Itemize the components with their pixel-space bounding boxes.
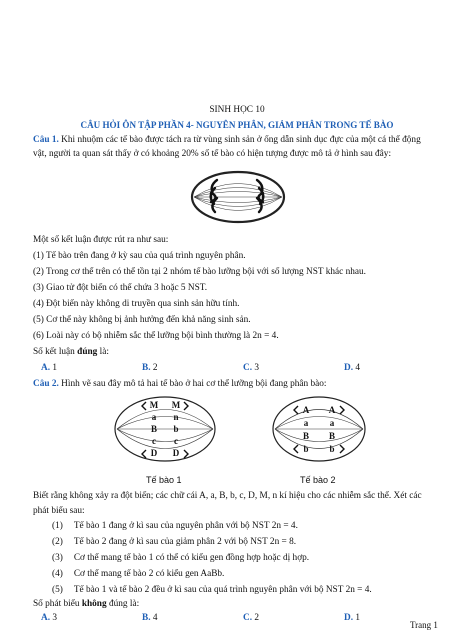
q2-label: Câu 2. — [33, 379, 59, 389]
cell1-chromosome: M — [171, 400, 181, 410]
q1-statement: (1) Tế bào trên đang ở kỳ sau của quá trình nguyên phân. — [33, 251, 246, 261]
q2-option-b[interactable]: B. 4 — [142, 613, 158, 623]
q1-cell-figure — [187, 166, 289, 228]
q1-option-a[interactable]: A. 1 — [41, 363, 58, 373]
cell1-chromosome: D — [150, 448, 158, 458]
q2-intro-line2: phát biểu sau: — [33, 506, 85, 516]
q2-option-c[interactable]: C. 2 — [243, 613, 260, 623]
q2-stem: Câu 2. Hình vẽ sau đây mô tả hai tế bào ở hai cơ thể lưỡng bội đang phân bào: — [33, 379, 327, 389]
q2-option-a[interactable]: A. 3 — [41, 613, 58, 623]
cell2-chromosome: B — [302, 431, 310, 441]
q1-statement: (5) Cơ thể này không bị ảnh hưởng đến khả năng sinh sản. — [33, 315, 251, 325]
cell1-caption: Tế bào 1 — [146, 475, 182, 485]
q1-statement: (3) Giao tử đột biến có thể chứa 3 hoặc 5 NST. — [33, 283, 208, 293]
cell1-chromosome: b — [173, 424, 179, 434]
cell1-chromosome: M — [149, 400, 159, 410]
cell2-chromosome: a — [303, 418, 309, 428]
q2-statement: (2) Tế bào 2 đang ở kì sau của giảm phân 2 với bộ NST 2n = 8. — [52, 537, 297, 547]
cell2-chromosome: b — [303, 444, 309, 454]
q1-statement: (4) Đột biến này không di truyền qua sinh sản hữu tính. — [33, 299, 240, 309]
subject-heading: SINH HỌC 10 — [209, 105, 265, 115]
cell2-caption: Tế bào 2 — [300, 475, 336, 485]
q1-statement: (2) Trong cơ thể trên có thể tồn tại 2 nhóm tế bào lưỡng bội với số lượng NST khác nhau. — [33, 267, 366, 277]
q2-ask: Số phát biểu không đúng là: — [33, 599, 140, 609]
q2-statement: (5) Tế bào 1 và tế bào 2 đều ở kì sau của quá trình nguyên phân với bộ NST 2n = 4. — [52, 585, 372, 595]
q1-option-b[interactable]: B. 2 — [142, 363, 158, 373]
q2-statement: (1) Tế bào 1 đang ở kì sau của nguyên phân với bộ NST 2n = 4. — [52, 521, 298, 531]
cell1-chromosome: a — [151, 412, 157, 422]
cell1-chromosome: D — [172, 448, 180, 458]
cell2-chromosome: A — [328, 405, 336, 415]
q2-statement: (4) Cơ thể mang tế bào 2 có kiểu gen AaBb. — [52, 569, 225, 579]
cell2-chromosome: A — [302, 405, 310, 415]
cell1-chromosome: c — [174, 436, 178, 446]
q1-option-c[interactable]: C. 3 — [243, 363, 260, 373]
cell1-chromosome: B — [150, 424, 158, 434]
document-title: CÂU HỎI ÔN TẬP PHẦN 4- NGUYÊN PHÂN, GIẢM PHÂN TRONG TẾ BÀO — [80, 120, 394, 130]
q2-cell1-figure — [112, 392, 218, 470]
cell2-chromosome: a — [329, 418, 335, 428]
q2-cell2-figure — [266, 392, 372, 470]
cell2-chromosome: B — [328, 431, 336, 441]
q1-intro: Một số kết luận được rút ra như sau: — [33, 235, 169, 245]
cell1-chromosome: n — [173, 412, 179, 422]
q1-label: Câu 1. — [33, 135, 59, 145]
q2-option-d[interactable]: D. 1 — [344, 613, 361, 623]
q1-statement: (6) Loài này có bộ nhiễm sắc thể lưỡng bội bình thường là 2n = 4. — [33, 331, 279, 341]
q1-ask: Số kết luận đúng là: — [33, 347, 109, 357]
q1-stem-line1: Câu 1. Khi nhuộm các tế bào được tách ra từ vùng sinh sản ở ống dẫn sinh dục đực của một cá thể động — [33, 135, 421, 145]
q1-option-d[interactable]: D. 4 — [344, 363, 361, 373]
page-number: Trang 1 — [410, 620, 438, 630]
q1-stem-line2: vật, người ta quan sát thấy ở có khoảng 20% số tế bào có hiện tượng được mô tả ở hình sau đây: — [33, 149, 392, 159]
q2-intro-line1: Biết rằng không xảy ra đột biến; các chữ cái A, a, B, b, c, D, M, n kí hiệu cho các nhiễm sắc thể. Xét các — [33, 491, 422, 501]
cell2-chromosome: b — [329, 444, 335, 454]
cell1-chromosome: c — [152, 436, 156, 446]
q2-statement: (3) Cơ thể mang tế bào 1 có thể có kiểu gen đồng hợp hoặc dị hợp. — [52, 553, 310, 563]
